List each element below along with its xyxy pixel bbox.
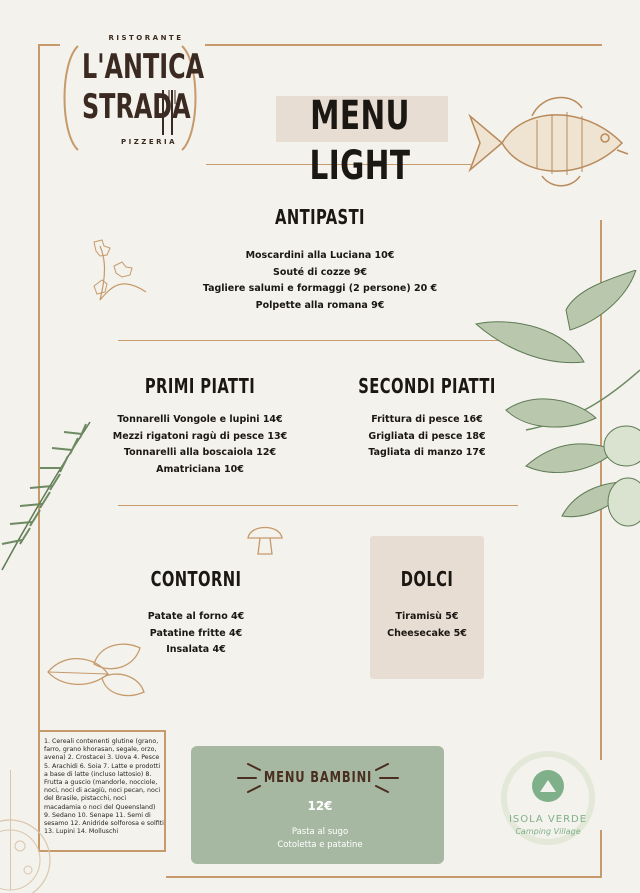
parsley-icon — [88, 236, 158, 308]
menu-item: Patate al forno 4€ — [147, 611, 245, 622]
menu-item: Cheesecake 5€ — [387, 627, 467, 639]
secondi-heading: SECONDI PIATTI — [358, 374, 496, 398]
allergen-line: a base di latte (incluso lattosio) 8. — [44, 770, 152, 778]
allergen-line: Frutta a guscio (mandorle, nocciole, — [44, 779, 158, 787]
allergen-line: noci, noci di acagiù, noci pecan, noci — [44, 787, 161, 795]
allergens-list — [44, 738, 164, 836]
dolci-list — [370, 609, 484, 642]
allergen-line: macadamia o noci del Queensland) — [44, 803, 156, 811]
menu-item: Pasta al sugo — [291, 827, 349, 837]
allergen-line: 9. Sedano 10. Senape 11. Semi di — [44, 811, 151, 819]
menu-item: Tagliere salumi e formaggi (2 persone) 20 € — [202, 283, 438, 294]
divider-2 — [118, 505, 518, 506]
logo-bottom-text: PIZZERIA — [120, 138, 178, 146]
dolci-card — [370, 536, 484, 679]
menu-item: Souté di cozze 9€ — [273, 266, 367, 278]
kids-menu-list — [250, 826, 390, 852]
contorni-heading: CONTORNI — [150, 567, 242, 591]
rosemary-icon — [0, 418, 92, 574]
antipasti-list — [180, 248, 460, 314]
olive-branch-icon — [466, 270, 640, 540]
menu-item: Frittura di pesce 16€ — [371, 414, 483, 425]
logo-line-1: L'ANTICA — [82, 47, 205, 87]
allergen-line: 5. Arachidi 6. Soia 7. Latte e prodotti — [44, 762, 161, 770]
menu-item: Tiramisù 5€ — [395, 611, 459, 622]
primi-list — [100, 412, 300, 478]
frame-bottom — [166, 876, 602, 878]
menu-item: Mezzi rigatoni ragù di pesce 13€ — [112, 430, 288, 442]
menu-item: Tonnarelli alla boscaiola 12€ — [123, 447, 277, 458]
dolci-heading: DOLCI — [400, 567, 454, 591]
basil-icon — [44, 638, 148, 702]
menu-item: Patatine fritte 4€ — [149, 627, 243, 639]
menu-item: Tagliata di manzo 17€ — [368, 447, 486, 458]
allergen-line: del Brasile, pistacchi, noci — [44, 795, 127, 803]
menu-item: Polpette alla romana 9€ — [255, 299, 385, 311]
divider-1 — [118, 340, 518, 341]
allergen-line: sesamo 12. Anidride solforosa e solfiti — [44, 820, 164, 828]
allergen-line: 1. Cereali contenenti glutine (grano, — [44, 738, 159, 745]
menu-item: Tonnarelli Vongole e lupini 14€ — [117, 414, 283, 425]
frame-top-right — [205, 44, 602, 46]
antipasti-heading: ANTIPASTI — [275, 205, 365, 229]
frame-left — [38, 44, 40, 734]
kids-menu-heading: MENU BAMBINI — [263, 768, 373, 786]
menu-item: Moscardini alla Luciana 10€ — [245, 250, 395, 261]
menu-item: Cotoletta e patatine — [277, 840, 363, 850]
menu-item: Insalata 4€ — [166, 644, 226, 655]
kids-menu-price: 12€ — [307, 799, 333, 813]
mushroom-icon — [246, 522, 284, 558]
page-title: MENU LIGHT — [309, 93, 411, 189]
allergen-line: avena) 2. Crostacei 3. Uova 4. Pesce — [44, 754, 160, 762]
primi-heading: PRIMI PIATTI — [144, 374, 256, 398]
menu-item: Amatriciana 10€ — [156, 463, 244, 475]
allergen-line: 13. Lupini 14. Molluschi — [44, 828, 119, 836]
logo-line-2: STRADA — [82, 87, 191, 127]
frame-bottom-right — [600, 830, 602, 878]
secondi-list — [327, 412, 527, 462]
logo-top-text: RISTORANTE — [108, 34, 184, 42]
fish-icon — [462, 88, 632, 198]
allergen-line: farro, grano khorasan, segale, orzo, — [44, 746, 157, 754]
camping-name: ISOLA VERDE — [508, 814, 588, 825]
pizza-sketch-icon — [0, 800, 60, 893]
menu-item: Grigliata di pesce 18€ — [368, 430, 486, 442]
camping-subtitle: Camping Village — [515, 827, 581, 836]
